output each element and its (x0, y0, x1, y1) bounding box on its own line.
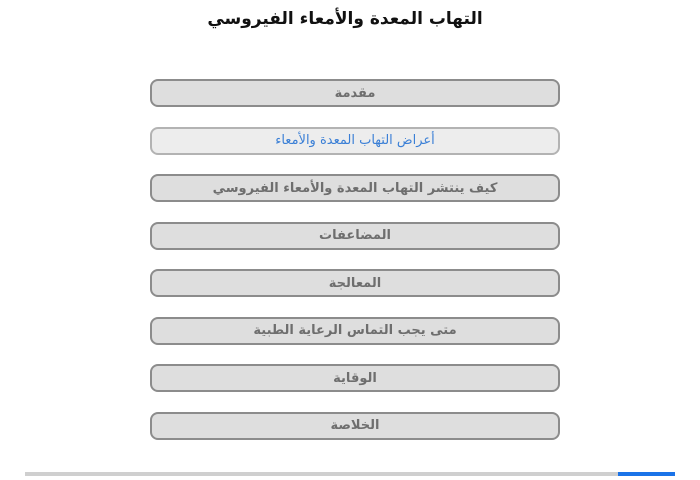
menu-item-summary[interactable]: الخلاصة (150, 412, 560, 440)
menu-item-complications[interactable]: المضاعفات (150, 222, 560, 250)
menu-item-when-to-seek-care[interactable]: متى يجب التماس الرعاية الطبية (150, 317, 560, 345)
progress-bar-fill (618, 472, 675, 476)
menu-item-introduction[interactable]: مقدمة (150, 79, 560, 107)
menu-item-prevention[interactable]: الوقاية (150, 364, 560, 392)
chapter-menu (150, 79, 560, 459)
menu-item-treatment[interactable]: المعالجة (150, 269, 560, 297)
menu-item-transmission[interactable]: كيف ينتشر التهاب المعدة والأمعاء الفيروسي (150, 174, 560, 202)
menu-item-symptoms[interactable]: أعراض التهاب المعدة والأمعاء (150, 127, 560, 155)
page-title: التهاب المعدة والأمعاء الفيروسي (207, 9, 483, 29)
progress-bar (25, 472, 675, 476)
